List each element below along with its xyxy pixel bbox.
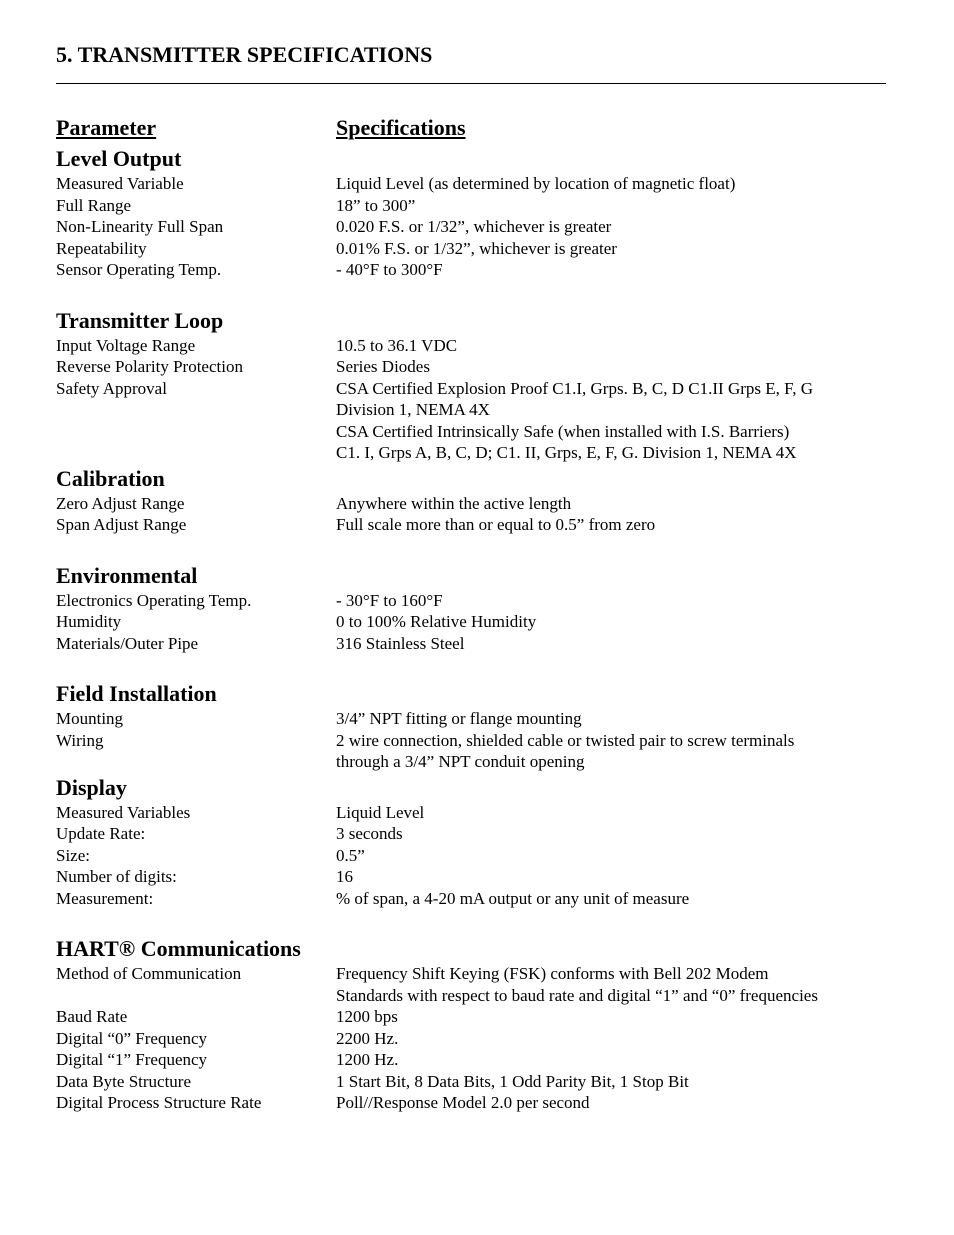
specification-value bbox=[336, 1006, 896, 1028]
spec-row bbox=[56, 730, 896, 773]
parameter-label: Span Adjust Range bbox=[56, 515, 187, 534]
spec-sections bbox=[56, 144, 896, 1139]
spec-row bbox=[56, 888, 896, 910]
section-title: Level Output bbox=[56, 146, 182, 171]
specification-line: C1. I, Grps A, B, C, D; C1. II, Grps, E, F, G. Division 1, NEMA 4X bbox=[336, 443, 797, 462]
specification-line: 3 seconds bbox=[336, 824, 403, 843]
specification-line: 16 bbox=[336, 867, 353, 886]
specification-value bbox=[336, 378, 896, 464]
parameter-column-header: Parameter bbox=[56, 115, 157, 140]
parameter-label: Mounting bbox=[56, 709, 124, 728]
spec-section bbox=[56, 773, 896, 935]
page-heading: 5. TRANSMITTER SPECIFICATIONS bbox=[56, 42, 433, 67]
specification-line: Division 1, NEMA 4X bbox=[336, 400, 490, 419]
parameter-label: Non-Linearity Full Span bbox=[56, 217, 224, 236]
spec-row bbox=[56, 1028, 896, 1050]
spec-row bbox=[56, 590, 896, 612]
specification-value bbox=[336, 845, 896, 867]
parameter-label: Input Voltage Range bbox=[56, 335, 196, 355]
specification-value bbox=[336, 335, 896, 357]
section-title: Environmental bbox=[56, 562, 198, 588]
parameter-label: Measured Variables bbox=[56, 802, 191, 822]
spec-row bbox=[56, 514, 896, 536]
specification-line: Series Diodes bbox=[336, 357, 430, 376]
parameter-label: Size: bbox=[56, 845, 90, 865]
specification-value bbox=[336, 356, 896, 378]
spec-row bbox=[56, 1049, 896, 1071]
spec-row bbox=[56, 1092, 896, 1114]
parameter-label: Zero Adjust Range bbox=[56, 493, 185, 513]
specification-value bbox=[336, 802, 896, 824]
specification-line: Standards with respect to baud rate and digital “1” and “0” frequencies bbox=[336, 985, 818, 1005]
specification-line: 1200 bps bbox=[336, 1007, 398, 1026]
specification-line: Full scale more than or equal to 0.5” from zero bbox=[336, 515, 656, 534]
specification-line: 3/4” NPT fitting or flange mounting bbox=[336, 709, 582, 728]
parameter-label: Baud Rate bbox=[56, 1007, 128, 1026]
spec-row bbox=[56, 1006, 896, 1028]
section-title: HART® Communications bbox=[56, 936, 301, 961]
section-title: Display bbox=[56, 774, 127, 800]
parameter-label: Humidity bbox=[56, 612, 122, 631]
specification-line: 10.5 to 36.1 VDC bbox=[336, 335, 458, 355]
specification-line: 2 wire connection, shielded cable or twisted pair to screw terminals bbox=[336, 730, 795, 750]
specification-line: 0.020 F.S. or 1/32”, whichever is greater bbox=[336, 217, 612, 236]
spec-row bbox=[56, 823, 896, 845]
specification-value bbox=[336, 633, 896, 655]
specification-value bbox=[336, 611, 896, 633]
specifications-column-header: Specifications bbox=[336, 115, 466, 140]
section-title: Calibration bbox=[56, 465, 165, 491]
specification-line: 2200 Hz. bbox=[336, 1028, 399, 1048]
specification-value bbox=[336, 823, 896, 845]
specification-line: Poll//Response Model 2.0 per second bbox=[336, 1093, 590, 1112]
specification-value bbox=[336, 708, 896, 730]
spec-row bbox=[56, 493, 896, 515]
specification-value bbox=[336, 216, 896, 238]
spec-row bbox=[56, 335, 896, 357]
specification-value bbox=[336, 1049, 896, 1071]
spec-section bbox=[56, 306, 896, 464]
parameter-label: Electronics Operating Temp. bbox=[56, 590, 252, 610]
parameter-label: Number of digits: bbox=[56, 867, 177, 886]
specification-line: Liquid Level (as determined by location of magnetic float) bbox=[336, 174, 736, 193]
specification-line: - 40°F to 300°F bbox=[336, 260, 443, 279]
section-spacer bbox=[56, 654, 896, 679]
specification-value bbox=[336, 1071, 896, 1093]
specification-value bbox=[336, 514, 896, 536]
specification-value bbox=[336, 963, 896, 1006]
parameter-label: Digital “1” Frequency bbox=[56, 1050, 208, 1069]
spec-row bbox=[56, 1071, 896, 1093]
specification-value bbox=[336, 866, 896, 888]
specification-line: through a 3/4” NPT conduit opening bbox=[336, 752, 585, 771]
section-title: Field Installation bbox=[56, 681, 217, 706]
parameter-label: Measurement: bbox=[56, 888, 154, 908]
specification-line: % of span, a 4-20 mA output or any unit of measure bbox=[336, 888, 690, 908]
specification-value bbox=[336, 590, 896, 612]
spec-row bbox=[56, 845, 896, 867]
specification-value bbox=[336, 1092, 896, 1114]
specification-line: 0 to 100% Relative Humidity bbox=[336, 612, 537, 631]
spec-row bbox=[56, 195, 896, 217]
specification-line: 18” to 300” bbox=[336, 195, 416, 215]
section-spacer bbox=[56, 1114, 896, 1139]
spec-row bbox=[56, 963, 896, 1006]
section-spacer bbox=[56, 281, 896, 306]
parameter-label: Digital Process Structure Rate bbox=[56, 1093, 262, 1112]
spec-section bbox=[56, 144, 896, 306]
specification-value bbox=[336, 259, 896, 281]
specification-value bbox=[336, 730, 896, 773]
parameter-label: Wiring bbox=[56, 730, 104, 750]
specification-value bbox=[336, 195, 896, 217]
spec-section bbox=[56, 679, 896, 773]
specification-line: CSA Certified Intrinsically Safe (when installed with I.S. Barriers) bbox=[336, 421, 790, 441]
parameter-label: Reverse Polarity Protection bbox=[56, 357, 243, 376]
specification-line: Anywhere within the active length bbox=[336, 493, 572, 513]
specification-value bbox=[336, 493, 896, 515]
parameter-label: Method of Communication bbox=[56, 964, 242, 983]
specification-value bbox=[336, 173, 896, 195]
spec-row bbox=[56, 238, 896, 260]
spec-section bbox=[56, 934, 896, 1139]
specification-line: 0.5” bbox=[336, 845, 365, 865]
section-spacer bbox=[56, 536, 896, 561]
section-title: Transmitter Loop bbox=[56, 307, 224, 333]
parameter-label: Sensor Operating Temp. bbox=[56, 260, 222, 279]
spec-row bbox=[56, 802, 896, 824]
spec-row bbox=[56, 378, 896, 464]
specification-line: Liquid Level bbox=[336, 802, 425, 822]
specification-line: 316 Stainless Steel bbox=[336, 633, 465, 653]
spec-row bbox=[56, 611, 896, 633]
specification-value bbox=[336, 238, 896, 260]
section-spacer bbox=[56, 909, 896, 934]
parameter-label: Materials/Outer Pipe bbox=[56, 633, 199, 653]
parameter-label: Measured Variable bbox=[56, 174, 184, 193]
spec-row bbox=[56, 173, 896, 195]
parameter-label: Full Range bbox=[56, 195, 132, 215]
parameter-label: Data Byte Structure bbox=[56, 1071, 192, 1091]
spec-row bbox=[56, 216, 896, 238]
spec-row bbox=[56, 866, 896, 888]
specification-line: 1 Start Bit, 8 Data Bits, 1 Odd Parity Bit, 1 Stop Bit bbox=[336, 1071, 689, 1091]
specification-line: - 30°F to 160°F bbox=[336, 590, 443, 610]
specification-value bbox=[336, 1028, 896, 1050]
parameter-label: Digital “0” Frequency bbox=[56, 1028, 208, 1048]
parameter-label: Repeatability bbox=[56, 238, 147, 258]
spec-section bbox=[56, 464, 896, 561]
spec-row bbox=[56, 259, 896, 281]
spec-row bbox=[56, 633, 896, 655]
parameter-label: Safety Approval bbox=[56, 378, 167, 398]
specification-line: Frequency Shift Keying (FSK) conforms with Bell 202 Modem bbox=[336, 964, 769, 983]
specification-line: CSA Certified Explosion Proof C1.I, Grps. B, C, D C1.II Grps E, F, G bbox=[336, 378, 814, 398]
specification-value bbox=[336, 888, 896, 910]
spec-section bbox=[56, 561, 896, 680]
heading-divider bbox=[56, 83, 886, 84]
specification-line: 1200 Hz. bbox=[336, 1050, 399, 1069]
specification-line: 0.01% F.S. or 1/32”, whichever is greater bbox=[336, 238, 617, 258]
spec-row bbox=[56, 708, 896, 730]
spec-row bbox=[56, 356, 896, 378]
parameter-label: Update Rate: bbox=[56, 824, 146, 843]
